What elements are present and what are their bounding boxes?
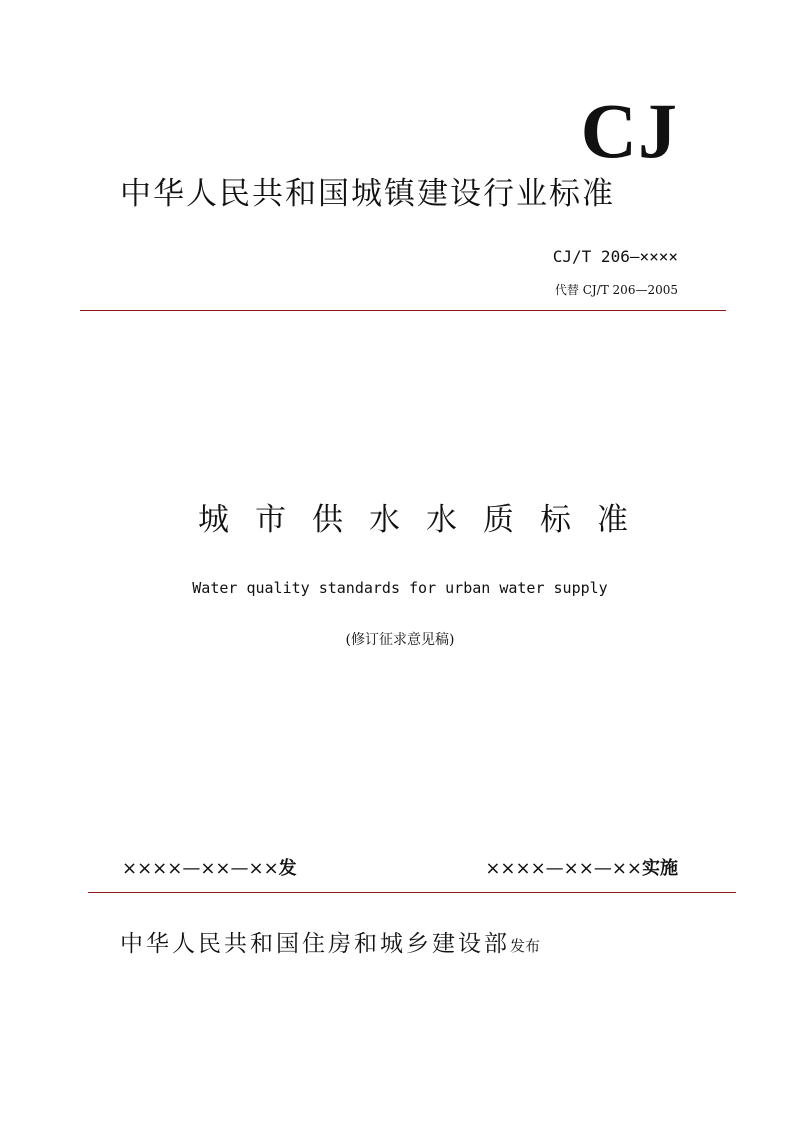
document-title: 城市供水水质标准 [198, 502, 654, 538]
standard-number: CJ/T 206—×××× [552, 247, 678, 266]
draft-note: (修订征求意见稿) [345, 632, 455, 648]
publish-word: 发布 [510, 937, 541, 955]
issue-label: 发 [278, 858, 297, 879]
bottom-divider [88, 892, 736, 893]
publisher-line [120, 926, 540, 964]
industry-standard-title: 中华人民共和国城镇建设行业标准 [120, 176, 615, 212]
issue-date: ××××—××—×× [122, 858, 279, 879]
english-title: Water quality standards for urban water supply [192, 579, 608, 597]
issue-date-line [122, 857, 297, 881]
top-divider [80, 310, 726, 311]
publisher-name: 中华人民共和国住房和城乡建设部 [120, 931, 510, 957]
cj-logo: CJ [580, 87, 678, 174]
replaces-standard: 代替 CJ/T 206—2005 [554, 283, 678, 297]
effective-label: 实施 [642, 858, 678, 879]
effective-date: ××××—××—×× [485, 858, 642, 879]
effective-date-line [485, 857, 678, 881]
